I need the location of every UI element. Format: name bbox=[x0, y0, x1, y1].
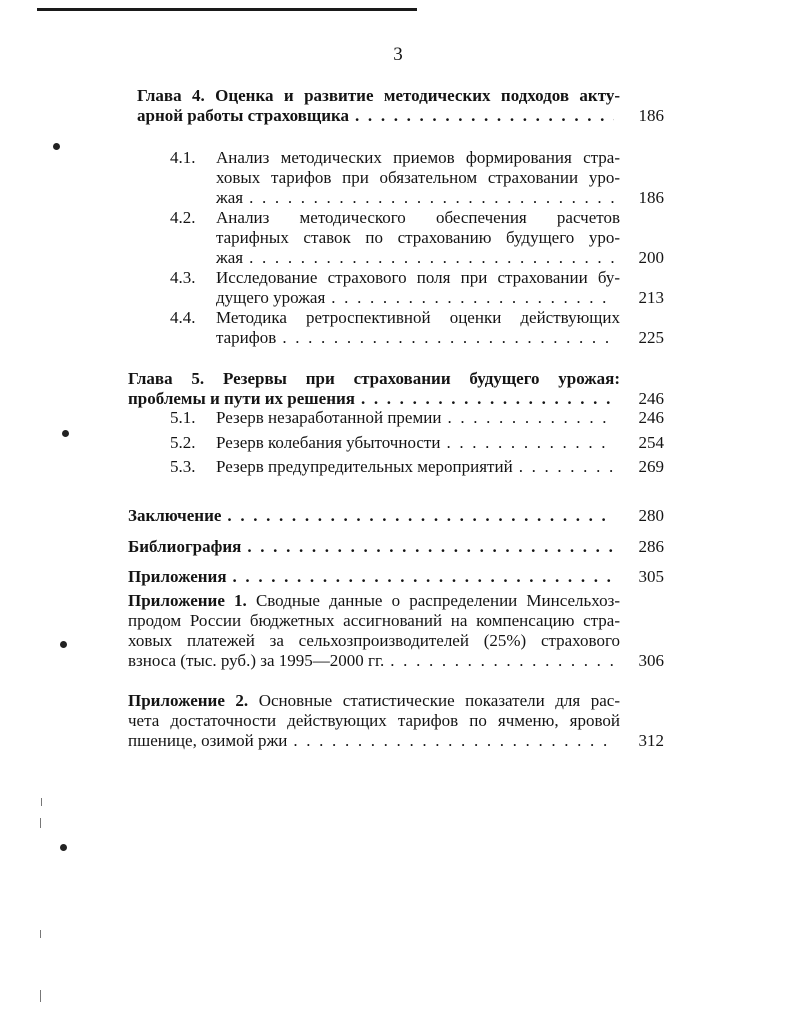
bibliography-page: 286 bbox=[638, 537, 664, 556]
section-5-3-page: 269 bbox=[638, 457, 664, 476]
section-4-2-line3: жая . . . bbox=[216, 248, 620, 268]
appendix1-line2: продом России бюджетных ассигнований на компенсацию стра- bbox=[128, 611, 620, 630]
section-5-2-page: 254 bbox=[638, 433, 664, 452]
section-4-4-line2: тарифов . . . bbox=[216, 328, 620, 348]
appendices-entry: Приложения . . . bbox=[128, 567, 620, 587]
appendix2-line3: пшенице, озимой ржи . . . bbox=[128, 731, 620, 751]
chapter5-page: 246 bbox=[638, 389, 664, 408]
section-5-1-page: 246 bbox=[638, 408, 664, 427]
appendix2-line1: Приложение 2. Основные статистические показатели для рас- bbox=[128, 691, 620, 710]
appendix2-page: 312 bbox=[638, 731, 664, 750]
scan-speck bbox=[40, 990, 41, 1002]
section-5-2-line1: Резерв колебания убыточности . . . bbox=[216, 433, 620, 453]
section-4-3-line1: Исследование страхового поля при страховании бу- bbox=[216, 268, 620, 287]
appendix1-line4: взноса (тыс. руб.) за 1995—2000 гг. . . . bbox=[128, 651, 620, 671]
section-5-1-line1: Резерв незаработанной премии . . . bbox=[216, 408, 620, 428]
section-4-4-line1: Методика ретроспективной оценки действующих bbox=[216, 308, 620, 327]
section-4-2-page: 200 bbox=[638, 248, 664, 267]
scan-speck bbox=[40, 930, 41, 938]
appendix1-line1: Приложение 1. Сводные данные о распределении Минсельхоз- bbox=[128, 591, 620, 610]
page-number: 3 bbox=[393, 44, 403, 65]
binder-hole-mark bbox=[60, 641, 67, 648]
scan-speck bbox=[40, 818, 41, 828]
top-rule bbox=[37, 8, 417, 11]
bibliography-entry: Библиография . . . bbox=[128, 537, 620, 557]
section-4-1-number: 4.1. bbox=[170, 148, 196, 167]
section-4-1-line1: Анализ методических приемов формирования стра- bbox=[216, 148, 620, 167]
chapter5-title-line1: Глава 5. Резервы при страховании будущего урожая: bbox=[128, 369, 620, 388]
conclusion-entry: Заключение . . . bbox=[128, 506, 620, 526]
section-5-1-number: 5.1. bbox=[170, 408, 196, 427]
appendix2-line2: чета достаточности действующих тарифов по ячменю, яровой bbox=[128, 711, 620, 730]
binder-hole-mark bbox=[53, 143, 60, 150]
scan-speck bbox=[41, 798, 42, 806]
section-5-2-number: 5.2. bbox=[170, 433, 196, 452]
binder-hole-mark bbox=[62, 430, 69, 437]
section-5-3-number: 5.3. bbox=[170, 457, 196, 476]
conclusion-page: 280 bbox=[638, 506, 664, 525]
section-4-3-line2: дущего урожая . . . bbox=[216, 288, 620, 308]
section-4-2-line2: тарифных ставок по страхованию будущего уро- bbox=[216, 228, 620, 247]
section-4-2-line1: Анализ методического обеспечения расчетов bbox=[216, 208, 620, 227]
section-4-1-line3: жая . . . bbox=[216, 188, 620, 208]
section-4-4-number: 4.4. bbox=[170, 308, 196, 327]
section-4-1-line2: ховых тарифов при обязательном страховании уро- bbox=[216, 168, 620, 187]
section-4-3-page: 213 bbox=[638, 288, 664, 307]
appendix1-page: 306 bbox=[638, 651, 664, 670]
chapter4-title-line1: Глава 4. Оценка и развитие методических подходов акту- bbox=[137, 86, 620, 105]
appendix1-line3: ховых платежей за сельхозпроизводителей (25%) страхового bbox=[128, 631, 620, 650]
chapter5-title-line2: проблемы и пути их решения . . . bbox=[128, 389, 620, 409]
section-4-4-page: 225 bbox=[638, 328, 664, 347]
section-4-3-number: 4.3. bbox=[170, 268, 196, 287]
binder-hole-mark bbox=[60, 844, 67, 851]
appendices-page: 305 bbox=[638, 567, 664, 586]
section-5-3-line1: Резерв предупредительных мероприятий . . . bbox=[216, 457, 620, 477]
section-4-1-page: 186 bbox=[638, 188, 664, 207]
chapter4-page: 186 bbox=[638, 106, 664, 125]
section-4-2-number: 4.2. bbox=[170, 208, 196, 227]
chapter4-title-line2: арной работы страховщика . . . bbox=[137, 106, 620, 126]
